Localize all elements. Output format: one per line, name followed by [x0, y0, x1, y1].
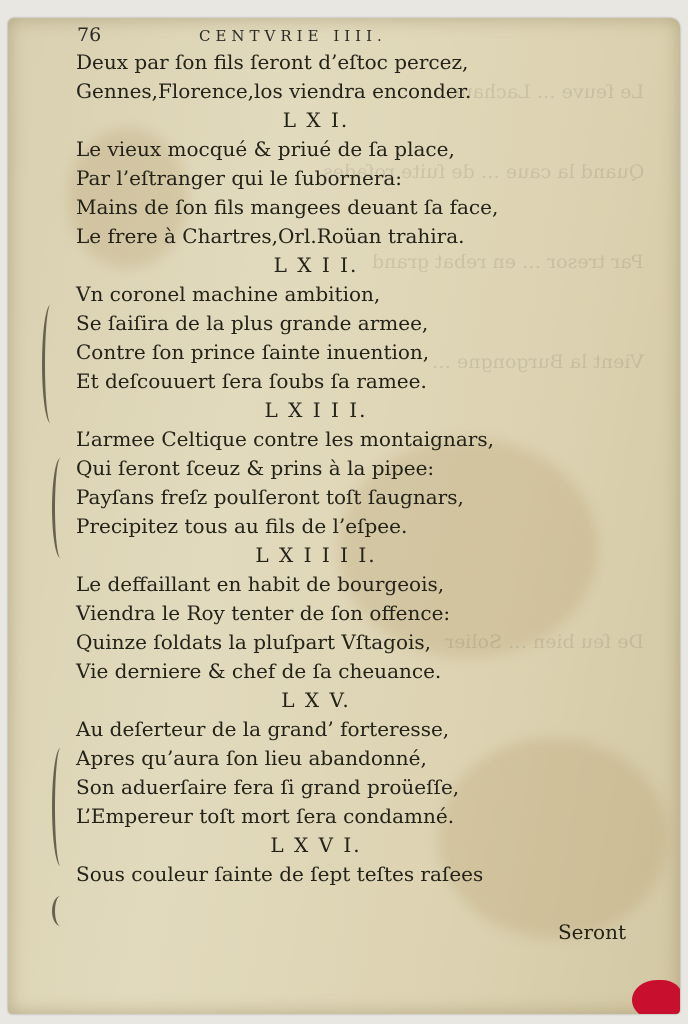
quatrain-number: L X V. [281, 688, 351, 712]
running-head: CENTVRIE IIII. [199, 27, 387, 45]
verse-line: Contre ſon prince ſainte inuention, [76, 340, 430, 364]
verse-line: Payſans freſz poulſeront toſt ſaugnars, [76, 485, 464, 509]
verse-line: Apres qu’aura ſon lieu abandonné, [76, 746, 427, 770]
verse-line: Se ſaiſira de la plus grande armee, [76, 311, 429, 335]
verse-line: Mains de ſon fils mangees deuant ſa face, [76, 195, 499, 219]
verse-line: Vie derniere & chef de ſa cheuance. [76, 659, 442, 683]
show-through-text: Quand la caue … de ſuite roſades [322, 161, 644, 183]
catchword: Seront [557, 920, 626, 944]
quatrain-number: L X I I I I. [255, 543, 377, 567]
margin-bracket [52, 748, 69, 866]
verse-line: L’armee Celtique contre les montaignars, [76, 427, 494, 451]
verse-line: Au deſerteur de la grand’ forteresse, [76, 717, 450, 741]
show-through-text: Le ſeuve … Lachaue [448, 81, 644, 103]
verse-text [76, 48, 596, 889]
verse-line: Quinze ſoldats la pluſpart Vſtagois, [76, 630, 432, 654]
verse-line: Le deffaillant en habit de bourgeois, [76, 572, 445, 596]
verse-line: Precipitez tous au fils de l’eſpee. [76, 514, 408, 538]
margin-bracket [52, 458, 69, 558]
verse-line: Gennes,Florence,los viendra enconder. [76, 79, 472, 103]
verse-line: Son aduerſaire fera ſi grand proüeſſe, [76, 775, 460, 799]
show-through-text: De ſeu bien … Solier [445, 631, 644, 653]
verse-line: L’Empereur toſt mort ſera condamné. [76, 804, 455, 828]
verse-line: Par l’eſtranger qui le ſubornera: [76, 166, 403, 190]
quatrain-number: L X V I. [270, 833, 362, 857]
margin-bracket [42, 305, 59, 423]
page-number: 76 [77, 24, 102, 46]
verse-line: Et deſcouuert ſera ſoubs ſa ramee. [76, 369, 427, 393]
quatrain-number: L X I I I. [264, 398, 368, 422]
red-wax-seal [632, 980, 680, 1014]
show-through-text: Vient la Burgongne … [432, 351, 644, 373]
verse-line: Sous couleur ſainte de ſept teſtes raſees [76, 862, 484, 886]
verse-line: Qui ſeront ſceuz & prins à la pipee: [76, 456, 435, 480]
verse-line: Viendra le Roy tenter de ſon offence: [76, 601, 451, 625]
quatrain-number: L X I. [282, 108, 350, 132]
quatrain-number: L X I I. [273, 253, 359, 277]
margin-bracket [52, 896, 69, 926]
verse-line: Deux par ſon fils ſeront d’eſtoc percez, [76, 50, 469, 74]
show-through-text: Par tresor … en rebat grand [372, 251, 644, 273]
verse-line: Le vieux mocqué & priué de ſa place, [76, 137, 455, 161]
verse-line: Le frere à Chartres,Orl.Roüan trahira. [76, 224, 465, 248]
verse-line: Vn coronel machine ambition, [76, 282, 381, 306]
